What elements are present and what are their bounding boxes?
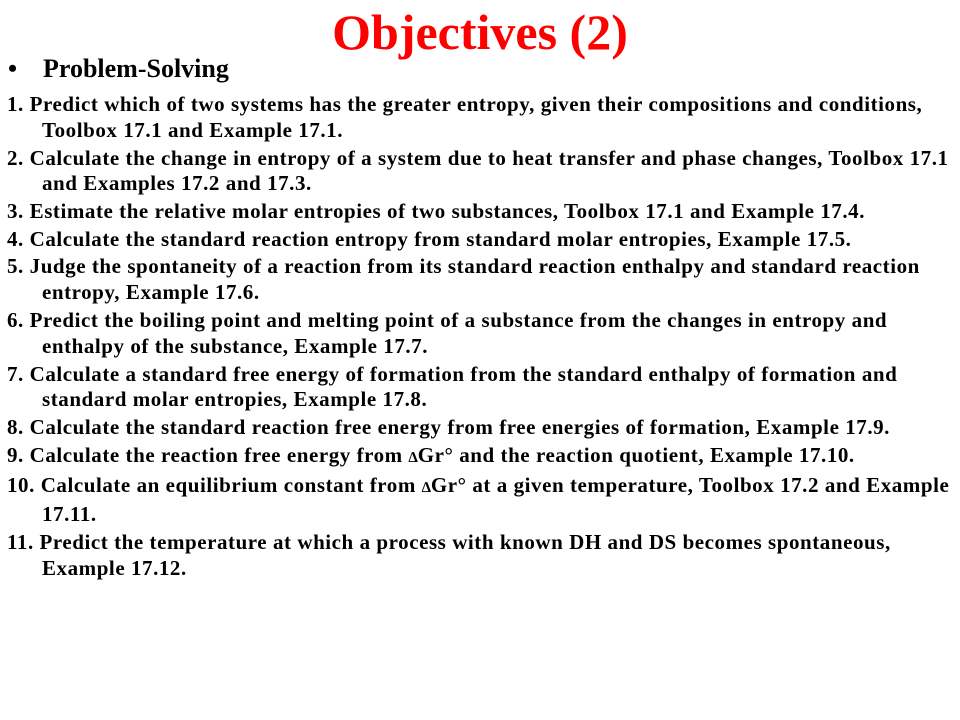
objective-item: 7. Calculate a standard free energy of formation from the standard enthalpy of formation and standard molar entropies, Example 17.8. [7, 361, 898, 412]
objective-item: 5. Judge the spontaneity of a reaction from its standard reaction enthalpy and standard reaction entropy, Example 17.6. [7, 254, 920, 305]
bullet-dot-icon: • [8, 54, 18, 83]
objective-item: 4. Calculate the standard reaction entropy from standard molar entropies, Example 17.5. [7, 226, 852, 251]
objective-text-after: Gr° at a given temperature, Toolbox 17.2 and Example 17.11. [42, 473, 950, 527]
objective-item: 3. Estimate the relative molar entropies of two substances, Toolbox 17.1 and Example 17.4. [7, 199, 866, 224]
objective-item: 8. Calculate the standard reaction free energy from free energies of formation, Example 17.9. [7, 415, 890, 440]
objective-item: 2. Calculate the change in entropy of a system due to heat transfer and phase changes, Toolbox 17.1 and Examples 17.2 and 17.3. [7, 145, 949, 196]
objective-item [7, 473, 952, 528]
objective-text-before: 10. Calculate an equilibrium constant from [7, 473, 422, 498]
delta-symbol: ∆ [421, 480, 431, 497]
objective-item: 6. Predict the boiling point and melting point of a substance from the changes in entropy and enthalpy of the substance, Example 17.7. [7, 308, 888, 358]
objective-item: 1. Predict which of two systems has the greater entropy, given their compositions and conditions, Toolbox 17.1 and Example 17.1. [7, 92, 923, 142]
objectives-list [7, 92, 952, 584]
delta-symbol: ∆ [408, 449, 418, 466]
objective-item [7, 443, 952, 472]
section-heading: Problem-Solving [43, 54, 229, 83]
objective-item: 11. Predict the temperature at which a process with known DH and DS becomes spontaneous, Example 17.12. [7, 530, 891, 580]
slide-title: Objectives (2) [332, 4, 628, 60]
objective-text-after: Gr° and the reaction quotient, Example 17.10. [417, 442, 855, 467]
objective-text-before: 9. Calculate the reaction free energy from [7, 442, 409, 467]
